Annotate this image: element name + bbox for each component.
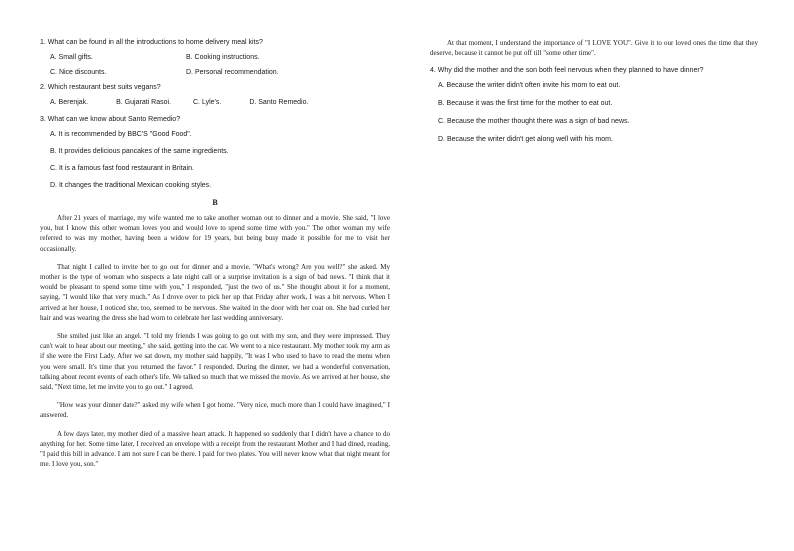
right-column <box>430 38 758 153</box>
section-b-heading: B <box>212 198 218 207</box>
question-2-option-c: C. Lyle's. <box>193 99 222 106</box>
question-1-option-b: B. Cooking instructions. <box>186 54 260 61</box>
question-3-option-c: C. It is a famous fast food restaurant in Britain. <box>50 165 194 172</box>
passage-paragraph-5: A few days later, my mother died of a massive heart attack. It happened so suddenly that I didn't have a chance to do anything for her. Some time later, I received an envelope with a receipt from the restaurant Mother and I had dined, reading, "I paid this bill in advance. I am not sure I can be there. I paid for two plates. You will never know what that night meant for me. I love you, son." <box>40 429 390 469</box>
question-3-option-d: D. It changes the traditional Mexican cooking styles. <box>50 182 212 189</box>
passage-paragraph-1: After 21 years of marriage, my wife wanted me to take another woman out to dinner and a movie. She said, "I love you, but I know this other woman loves you and would love to spend some time with you." The other woman my wife referred to was my mother, having been a widow for 19 years, but being busy made it possible for me to visit her occasionally. <box>40 214 390 253</box>
question-1 <box>40 38 390 77</box>
question-1-text: 1. What can be found in all the introductions to home delivery meal kits? <box>40 39 263 46</box>
passage-paragraph-6: At that moment, I understand the importance of "I LOVE YOU". Give it to our loved ones the time that they deserve, because it cannot be put off till "some other time". <box>430 39 758 57</box>
question-2 <box>40 83 390 107</box>
question-3-option-a: A. It is recommended by BBC'S "Good Food". <box>50 131 192 138</box>
passage-paragraph-3: She smiled just like an angel. "I told my friends I was going to go out with my son, and they were impressed. They can't wait to hear about our meeting," she said, getting into the car. We went to a nice restaurant. My mother took my arm as if she were the First Lady. After we sat down, my mother said happily, "It was I who used to have to read the menu when you were small. It's time that you returned the favor." I responded. During the dinner, we had a wonderful conversation, talking about recent events of each other's life. We talked so much that we missed the movie. As we arrived at her house, she said, "Next time, let me invite you to go out." I agreed. <box>40 332 390 392</box>
question-3 <box>40 115 390 190</box>
question-1-option-d: D. Personal recommendation. <box>186 69 279 76</box>
question-2-option-b: B. Gujarati Rasoi. <box>116 99 171 106</box>
question-2-text: 2. Which restaurant best suits vegans? <box>40 84 161 91</box>
question-2-options <box>50 98 390 107</box>
question-1-options <box>50 53 390 77</box>
left-column <box>40 38 390 477</box>
question-4-option-b: B. Because it was the first time for the mother to eat out. <box>438 100 613 107</box>
question-1-option-a: A. Small gifts. <box>50 54 93 61</box>
question-4-option-d: D. Because the writer didn't get along well with his mom. <box>438 136 613 143</box>
question-4-option-a: A. Because the writer didn't often invite his mom to eat out. <box>438 82 621 89</box>
question-2-option-d: D. Santo Remedio. <box>249 99 309 106</box>
question-2-option-a: A. Berenjak. <box>50 99 89 106</box>
question-3-text: 3. What can we know about Santo Remedio? <box>40 116 181 123</box>
question-4-option-c: C. Because the mother thought there was a sign of bad news. <box>438 118 630 125</box>
question-4 <box>430 66 758 144</box>
question-4-text: 4. Why did the mother and the son both feel nervous when they planned to have dinner? <box>430 67 704 74</box>
question-1-option-c: C. Nice discounts. <box>50 69 107 76</box>
passage-paragraph-2: That night I called to invite her to go out for dinner and a movie. "What's wrong? Are you well?" she asked. My mother is the type of woman who suspects a late night call or a surprise invitation is a sign of bad news. "I think that it would be pleasant to spend some time with you," I responded, "just the two of us." She thought about it for a moment, saying, "I would like that very much." As I drove over to pick her up that Friday after work, I was a bit nervous. When I arrived at her house, I noticed she, too, seemed to be nervous. She waited in the door with her coat on. She had curled her hair and was wearing the dress she had worn to celebrate her last wedding anniversary. <box>40 262 390 322</box>
passage-paragraph-4: "How was your dinner date?" asked my wife when I got home. "Very nice, much more than I could have imagined," I answered. <box>40 401 390 420</box>
question-3-option-b: B. It provides delicious pancakes of the same ingredients. <box>50 148 229 155</box>
